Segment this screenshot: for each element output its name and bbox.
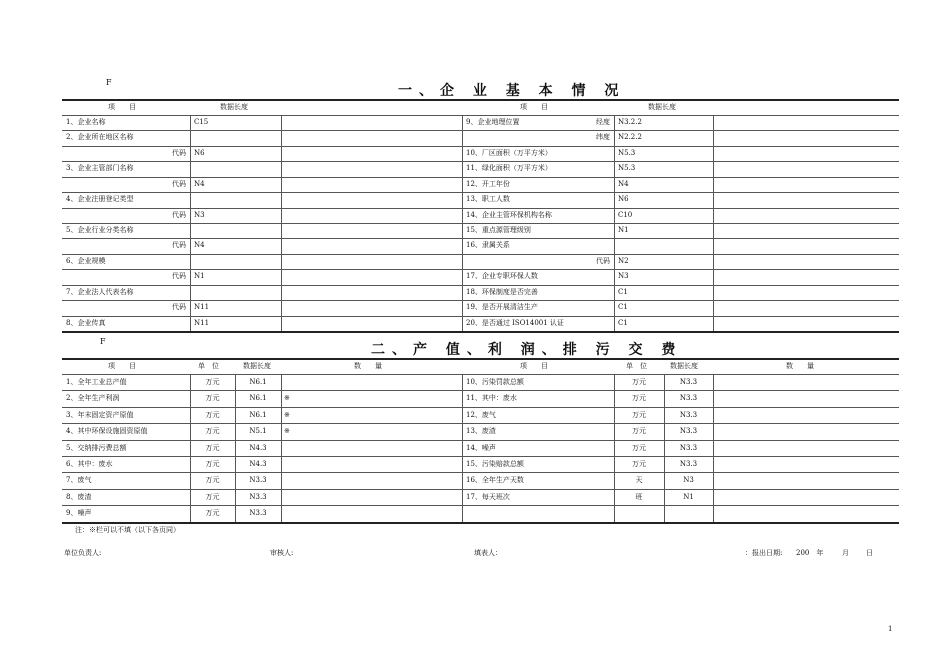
unit-value: 天 bbox=[635, 476, 643, 485]
header-item: 项 目 bbox=[520, 362, 548, 370]
data-length-value: N6.1 bbox=[249, 378, 267, 386]
report-date-label: ：报出日期: bbox=[745, 549, 783, 557]
sub-label: 纬度 bbox=[596, 133, 610, 142]
table-row-rule bbox=[62, 208, 899, 209]
header-quantity: 数 量 bbox=[354, 362, 382, 370]
row-label: 3、年末固定资产原值 bbox=[66, 410, 134, 419]
header-length: 数据长度 bbox=[220, 103, 248, 111]
unit-value: 万元 bbox=[205, 410, 220, 419]
data-length-value: N3.3 bbox=[679, 378, 698, 386]
row-label: 11、绿化面积（万平方米） bbox=[466, 164, 552, 173]
table-column-rule bbox=[462, 374, 463, 522]
table-column-rule bbox=[190, 115, 191, 331]
row-label: 9、企业地理位置 bbox=[466, 118, 520, 126]
row-label: 6、其中：废水 bbox=[66, 460, 113, 468]
section-2-mark: F bbox=[100, 337, 106, 346]
row-label: 16、全年生产天数 bbox=[466, 476, 524, 485]
header-length: 数据长度 bbox=[670, 362, 698, 370]
section-1-title: 一、企 业 基 本 情 况 bbox=[398, 83, 626, 99]
header-unit: 单 位 bbox=[626, 362, 647, 370]
data-length-value: N5.3 bbox=[618, 164, 636, 173]
row-label: 14、噪声 bbox=[466, 443, 496, 452]
table-column-rule bbox=[281, 115, 282, 331]
code-label: 代码 bbox=[172, 241, 186, 250]
optional-mark: ※ bbox=[284, 410, 290, 419]
page-number: 1 bbox=[888, 625, 893, 633]
unit-value: 万元 bbox=[205, 509, 220, 518]
table-row-rule bbox=[62, 146, 899, 147]
row-label: 1、企业名称 bbox=[66, 118, 106, 126]
data-length-value: N5.3 bbox=[618, 148, 636, 157]
unit-value: 万元 bbox=[632, 378, 646, 386]
optional-mark: ※ bbox=[284, 394, 290, 403]
data-length-value: N6 bbox=[194, 148, 205, 157]
header-unit: 单 位 bbox=[198, 362, 219, 370]
section-2-title: 二、产 值、利 润、排 污 交 费 bbox=[371, 342, 683, 358]
row-label: 12、废气 bbox=[466, 410, 496, 419]
row-label: 8、废渣 bbox=[66, 492, 92, 501]
data-length-value: N3.3 bbox=[249, 492, 267, 501]
row-label: 13、职工人数 bbox=[466, 195, 510, 204]
row-label: 7、废气 bbox=[66, 476, 92, 485]
table-row-rule bbox=[62, 223, 899, 224]
unit-value: 万元 bbox=[205, 476, 220, 485]
data-length-value: N3.3 bbox=[249, 476, 267, 485]
data-length-value: N4.3 bbox=[249, 460, 267, 468]
data-length-value: N3 bbox=[194, 210, 205, 219]
unit-value: 万元 bbox=[632, 460, 646, 468]
table-row-rule bbox=[62, 423, 899, 424]
data-length-value: N11 bbox=[194, 318, 210, 327]
table-row-rule bbox=[62, 300, 899, 301]
row-label: 1、全年工业总产值 bbox=[66, 378, 127, 386]
table-row-rule bbox=[62, 440, 899, 441]
data-length-value: N2 bbox=[618, 256, 629, 265]
header-item: 项 目 bbox=[108, 103, 136, 111]
table-row-rule bbox=[62, 269, 899, 270]
table-row-rule bbox=[62, 472, 899, 473]
table-row-rule bbox=[62, 254, 899, 255]
header-item: 项 目 bbox=[108, 362, 136, 370]
table-column-rule bbox=[713, 374, 714, 522]
data-length-value: C1 bbox=[618, 303, 628, 312]
unit-value: 万元 bbox=[205, 460, 220, 468]
data-length-value: N3.3 bbox=[679, 394, 698, 403]
table-row-rule bbox=[62, 285, 899, 286]
table-top-rule bbox=[62, 358, 899, 360]
table-row-rule bbox=[62, 192, 899, 193]
table-row-rule bbox=[62, 505, 899, 506]
reviewer-label: 审核人: bbox=[270, 549, 294, 557]
data-length-value: N1 bbox=[194, 272, 205, 281]
data-length-value: N6.1 bbox=[249, 394, 267, 403]
data-length-value: N4 bbox=[194, 179, 205, 188]
table-row-rule bbox=[62, 238, 899, 239]
unit-value: 万元 bbox=[205, 492, 220, 501]
table-row-rule bbox=[62, 456, 899, 457]
data-length-value: N3 bbox=[683, 476, 694, 485]
table-column-rule bbox=[462, 115, 463, 331]
row-label: 20、是否通过 ISO14001 认证 bbox=[466, 318, 564, 327]
data-length-value: N3.3 bbox=[679, 427, 698, 436]
unit-value: 万元 bbox=[632, 394, 646, 403]
row-label: 17、企业专职环保人数 bbox=[466, 272, 538, 281]
data-length-value: N3 bbox=[618, 272, 629, 281]
data-length-value: N2.2.2 bbox=[618, 133, 642, 142]
row-label: 11、其中：废水 bbox=[466, 394, 517, 403]
data-length-value: C1 bbox=[618, 287, 628, 296]
data-length-value: N6 bbox=[618, 195, 629, 204]
report-year: 200 年 bbox=[796, 549, 824, 557]
data-length-value: N4 bbox=[618, 179, 629, 188]
table-column-rule bbox=[713, 115, 714, 331]
data-length-value: N3.3 bbox=[679, 460, 698, 468]
table-bottom-rule bbox=[62, 522, 899, 524]
data-length-value: N3.3 bbox=[679, 443, 698, 452]
section-1-mark: F bbox=[106, 78, 112, 87]
header-item: 项 目 bbox=[520, 103, 548, 111]
unit-value: 万元 bbox=[205, 443, 220, 452]
row-label: 4、企业注册登记类型 bbox=[66, 195, 134, 204]
row-label: 10、污染罚款总额 bbox=[466, 378, 524, 386]
unit-value: 万元 bbox=[632, 443, 646, 452]
table-row-rule bbox=[62, 489, 899, 490]
filler-label: 填表人： bbox=[474, 549, 502, 557]
row-label: 9、噪声 bbox=[66, 509, 92, 518]
data-length-value: N1 bbox=[683, 492, 694, 501]
header-quantity: 数 量 bbox=[786, 362, 814, 370]
row-label: 2、全年生产利润 bbox=[66, 394, 120, 403]
table-note: 注：※栏可以不填（以下各页同） bbox=[75, 526, 180, 534]
code-label: 代码 bbox=[172, 272, 186, 281]
table-top-rule bbox=[62, 99, 899, 101]
row-label: 19、是否开展清洁生产 bbox=[466, 303, 538, 312]
header-length: 数据长度 bbox=[648, 103, 676, 111]
unit-person-label: 单位负责人: bbox=[64, 549, 102, 557]
unit-value: 万元 bbox=[205, 394, 220, 403]
table-row-rule bbox=[62, 407, 899, 408]
unit-value: 班 bbox=[635, 492, 643, 501]
code-label: 代码 bbox=[172, 179, 186, 188]
table-row-rule bbox=[62, 177, 899, 178]
row-label: 15、重点源管理级别 bbox=[466, 226, 531, 234]
code-label: 代码 bbox=[172, 303, 186, 312]
table-row-rule bbox=[62, 130, 899, 131]
row-label: 12、开工年份 bbox=[466, 179, 510, 188]
table-row-rule bbox=[62, 316, 899, 317]
table-bottom-rule bbox=[62, 331, 899, 333]
row-label: 17、每天班次 bbox=[466, 492, 510, 501]
data-length-value: C15 bbox=[194, 118, 209, 126]
optional-mark: ※ bbox=[284, 427, 290, 436]
report-month: 月 bbox=[842, 549, 849, 557]
data-length-value: N4.3 bbox=[249, 443, 267, 452]
data-length-value: C1 bbox=[618, 318, 628, 327]
row-label: 18、环保制度是否完善 bbox=[466, 287, 538, 296]
table-column-rule bbox=[614, 115, 615, 331]
unit-value: 万元 bbox=[632, 427, 646, 436]
row-label: 10、厂区面积（万平方米） bbox=[466, 148, 552, 157]
row-label: 13、废渣 bbox=[466, 427, 496, 436]
data-length-value: N6.1 bbox=[249, 410, 267, 419]
row-label: 4、其中环保设施固资原值 bbox=[66, 427, 148, 436]
data-length-value: N1 bbox=[618, 226, 629, 234]
unit-value: 万元 bbox=[205, 378, 220, 386]
data-length-value: N4 bbox=[194, 241, 205, 250]
data-length-value: N3.3 bbox=[249, 509, 267, 518]
header-length: 数据长度 bbox=[243, 362, 271, 370]
table-header-rule bbox=[62, 374, 899, 375]
data-length-value: N3.3 bbox=[679, 410, 698, 419]
data-length-value: N3.2.2 bbox=[618, 118, 642, 126]
row-label: 7、企业法人代表名称 bbox=[66, 287, 134, 296]
report-day: 日 bbox=[866, 549, 873, 557]
data-length-value: N5.1 bbox=[249, 427, 267, 436]
unit-value: 万元 bbox=[632, 410, 646, 419]
code-label: 代码 bbox=[172, 210, 186, 219]
row-label: 5、企业行业分类名称 bbox=[66, 226, 134, 234]
row-label: 6、企业规模 bbox=[66, 256, 106, 265]
row-label: 15、污染赔款总额 bbox=[466, 460, 524, 468]
row-label: 2、企业所在地区名称 bbox=[66, 133, 134, 142]
code-label: 代码 bbox=[172, 148, 186, 157]
sub-label: 经度 bbox=[596, 118, 610, 126]
data-length-value: C10 bbox=[618, 210, 633, 219]
table-header-rule bbox=[62, 115, 899, 116]
table-row-rule bbox=[62, 390, 899, 391]
row-label: 16、隶属关系 bbox=[466, 241, 510, 250]
row-label: 8、企业传真 bbox=[66, 318, 106, 327]
row-label: 5、交纳排污费总额 bbox=[66, 443, 127, 452]
row-label: 14、企业主管环保机构名称 bbox=[466, 210, 552, 219]
table-row-rule bbox=[62, 161, 899, 162]
sub-label: 代码 bbox=[596, 256, 610, 265]
table-column-rule bbox=[281, 374, 282, 522]
data-length-value: N11 bbox=[194, 303, 210, 312]
row-label: 3、企业主管部门名称 bbox=[66, 164, 134, 173]
unit-value: 万元 bbox=[205, 427, 220, 436]
